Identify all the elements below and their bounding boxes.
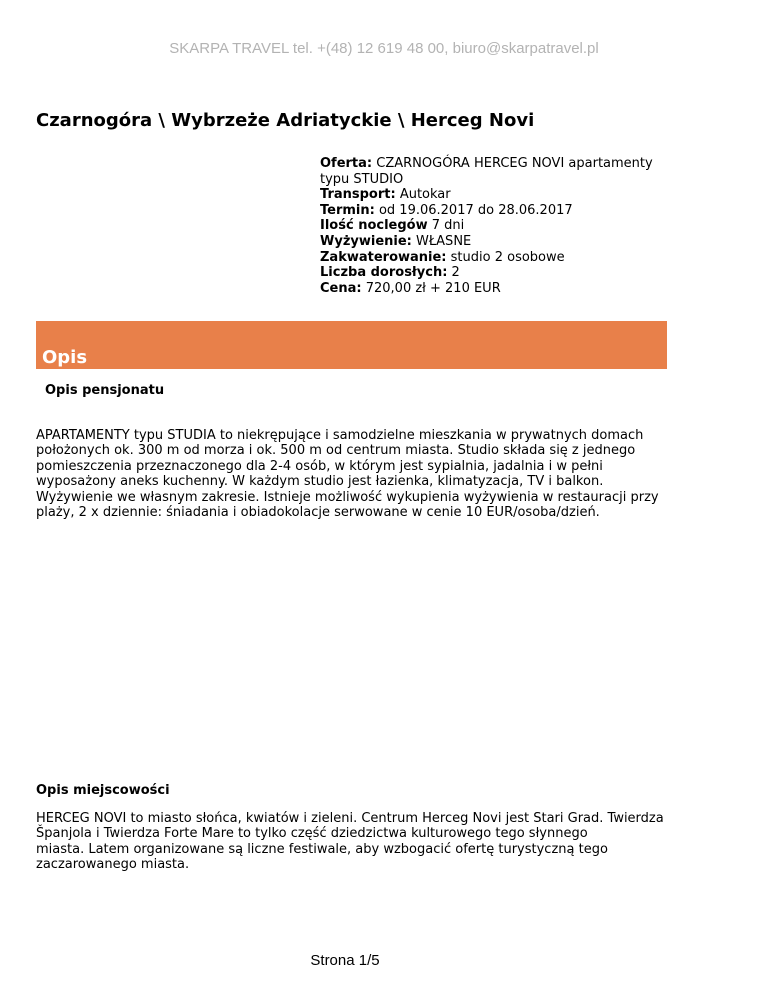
termin-label: Termin:: [320, 202, 375, 218]
pensjonat-description: [36, 428, 676, 520]
opis-section-bar: [36, 321, 667, 369]
text-line: zaczarowanego miasta.: [36, 857, 190, 873]
offer-row-cena: [320, 281, 680, 297]
cena-label: Cena:: [320, 280, 362, 296]
text-line: APARTAMENTY typu STUDIA to niekrępujące i samodzielne mieszkania w prywatnych domach: [36, 428, 644, 443]
wyzywienie-value: WŁASNE: [411, 233, 472, 249]
offer-row-wyzywienie: [320, 234, 680, 250]
dorosli-label: Liczba dorosłych:: [320, 265, 448, 281]
offer-row-oferta: [320, 156, 680, 187]
text-line: HERCEG NOVI to miasto słońca, kwiatów i zieleni. Centrum Herceg Novi jest Stari Grad. Twierdza: [36, 811, 664, 826]
text-line: Španjola i Twierdza Forte Mare to tylko część dziedzictwa kulturowego tego słynnego: [36, 826, 588, 842]
text-line: wyposażony aneks kuchenny. W każdym studio jest łazienka, klimatyzacja, TV i balkon.: [36, 474, 604, 490]
offer-row-termin: [320, 203, 680, 219]
miejscowosc-description: [36, 811, 676, 873]
noclegi-value: 7 dni: [427, 218, 465, 234]
text-line: pomieszczenia przeznaczonego dla 2-4 osób, w którym jest sypialnia, jadalnia i w pełni: [36, 458, 603, 474]
miejscowosc-heading: Opis miejscowości: [36, 783, 170, 798]
offer-row-zakwaterowanie: [320, 250, 680, 266]
offer-row-transport: [320, 187, 680, 203]
page-number: Strona 1/5: [310, 952, 380, 969]
zakwaterowanie-label: Zakwaterowanie:: [320, 249, 447, 265]
page-title: Czarnogóra \ Wybrzeże Adriatyckie \ Herceg Novi: [36, 110, 535, 131]
transport-label: Transport:: [320, 187, 396, 203]
termin-value: od 19.06.2017 do 28.06.2017: [374, 202, 573, 218]
text-line: położonych ok. 300 m od morza i ok. 500 m od centrum miasta. Studio składa się z jednego: [36, 443, 636, 459]
offer-row-noclegi: [320, 218, 680, 234]
page-header: SKARPA TRAVEL tel. +(48) 12 619 48 00, biuro@skarpatravel.pl: [169, 40, 599, 57]
cena-value: 720,00 zł + 210 EUR: [361, 280, 501, 296]
text-line: Wyżywienie we własnym zakresie. Istnieje możliwość wykupienia wyżywienia w restauracji przy: [36, 489, 659, 505]
transport-value: Autokar: [395, 187, 451, 203]
dorosli-value: 2: [447, 265, 460, 281]
text-line: plaży, 2 x dziennie: śniadania i obiadokolacje serwowane w cenie 10 EUR/osoba/dzień.: [36, 505, 600, 521]
offer-details: [320, 156, 680, 296]
opis-section-title: Opis: [42, 347, 88, 368]
offer-value: CZARNOGÓRA HERCEG NOVI apartamenty typu STUDIO: [320, 156, 653, 187]
zakwaterowanie-value: studio 2 osobowe: [446, 249, 565, 265]
text-line: miasta. Latem organizowane są liczne festiwale, aby wzbogacić ofertę turystyczną tego: [36, 841, 608, 857]
pensjonat-heading: Opis pensjonatu: [45, 383, 165, 398]
noclegi-label: Ilość noclegów: [320, 218, 428, 234]
offer-label: Oferta:: [320, 156, 373, 171]
offer-row-dorosli: [320, 265, 680, 281]
wyzywienie-label: Wyżywienie:: [320, 233, 412, 249]
